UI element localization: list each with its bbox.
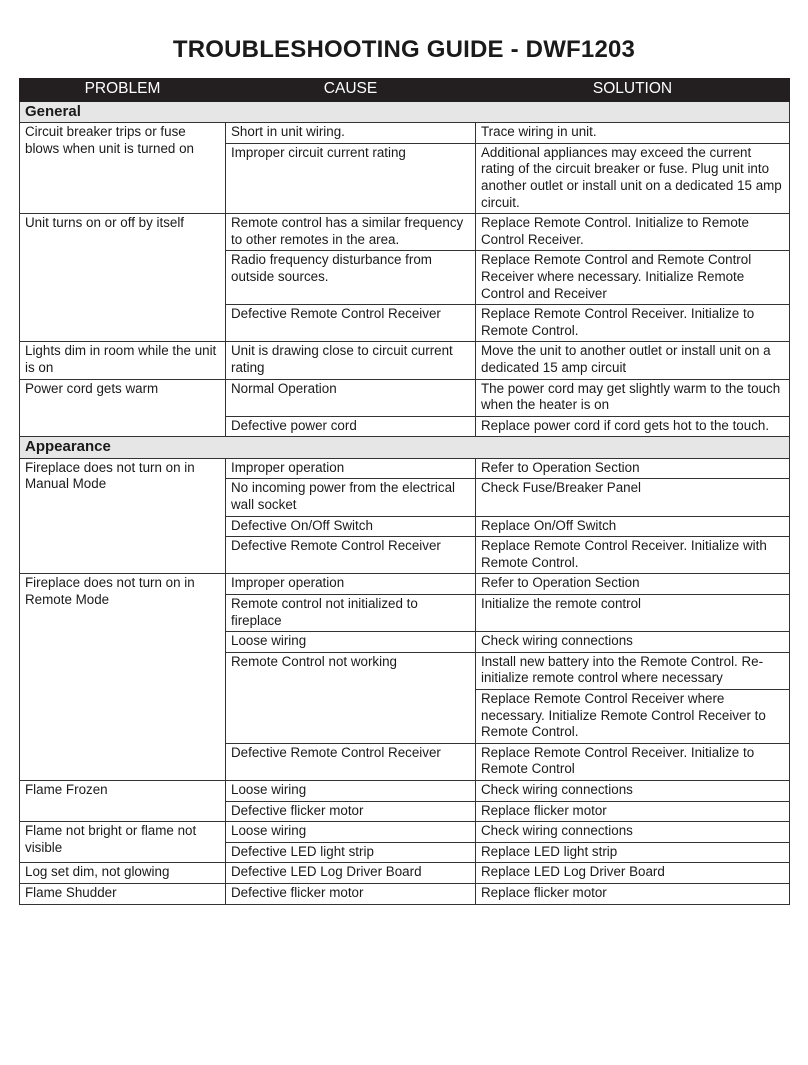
solution-cell: The power cord may get slightly warm to the touch when the heater is on: [476, 379, 790, 416]
solution-cell: Initialize the remote control: [476, 595, 790, 632]
solution-cell: Check Fuse/Breaker Panel: [476, 479, 790, 516]
section-row: [20, 437, 790, 459]
cause-cell: Defective LED light strip: [226, 842, 476, 863]
solution-cell: Trace wiring in unit.: [476, 123, 790, 144]
solution-cell: Replace Remote Control Receiver. Initialize to Remote Control.: [476, 305, 790, 342]
table-body: [20, 101, 790, 904]
solution-cell: Check wiring connections: [476, 780, 790, 801]
cause-cell: Remote control has a similar frequency to other remotes in the area.: [226, 214, 476, 251]
cause-cell: Defective flicker motor: [226, 801, 476, 822]
column-header-cause: CAUSE: [226, 79, 476, 102]
table-row: [20, 574, 790, 595]
solution-cell: Refer to Operation Section: [476, 458, 790, 479]
cause-cell: Short in unit wiring.: [226, 123, 476, 144]
table-row: [20, 123, 790, 144]
solution-cell: Replace flicker motor: [476, 801, 790, 822]
table-row: [20, 780, 790, 801]
problem-cell: Log set dim, not glowing: [20, 863, 226, 884]
cause-cell: Defective flicker motor: [226, 883, 476, 904]
cause-cell: Defective Remote Control Receiver: [226, 743, 476, 780]
table-row: [20, 458, 790, 479]
cause-cell: Defective Remote Control Receiver: [226, 305, 476, 342]
table-row: [20, 863, 790, 884]
table-header: [20, 79, 790, 102]
section-heading: Appearance: [20, 437, 790, 459]
cause-cell: Remote control not initialized to fireplace: [226, 595, 476, 632]
section-heading: General: [20, 101, 790, 123]
cause-cell: Unit is drawing close to circuit current rating: [226, 342, 476, 379]
solution-cell: Check wiring connections: [476, 632, 790, 653]
problem-cell: Flame not bright or flame not visible: [20, 822, 226, 863]
solution-cell: Check wiring connections: [476, 822, 790, 843]
column-header-solution: SOLUTION: [476, 79, 790, 102]
solution-cell: Move the unit to another outlet or install unit on a dedicated 15 amp circuit: [476, 342, 790, 379]
solution-cell: Replace Remote Control Receiver. Initialize with Remote Control.: [476, 537, 790, 574]
problem-cell: Fireplace does not turn on in Remote Mode: [20, 574, 226, 781]
section-row: [20, 101, 790, 123]
table-row: [20, 883, 790, 904]
problem-cell: Fireplace does not turn on in Manual Mode: [20, 458, 226, 574]
table-row: [20, 214, 790, 251]
problem-cell: Flame Frozen: [20, 780, 226, 821]
solution-cell: Replace Remote Control Receiver. Initialize to Remote Control: [476, 743, 790, 780]
solution-cell: Refer to Operation Section: [476, 574, 790, 595]
cause-cell: Radio frequency disturbance from outside sources.: [226, 251, 476, 305]
header-row: [20, 79, 790, 102]
cause-cell: Improper operation: [226, 574, 476, 595]
solution-cell: Replace On/Off Switch: [476, 516, 790, 537]
cause-cell: Normal Operation: [226, 379, 476, 416]
problem-cell: Unit turns on or off by itself: [20, 214, 226, 342]
problem-cell: Circuit breaker trips or fuse blows when unit is turned on: [20, 123, 226, 214]
cause-cell: Loose wiring: [226, 822, 476, 843]
cause-cell: Defective LED Log Driver Board: [226, 863, 476, 884]
cause-cell: Defective On/Off Switch: [226, 516, 476, 537]
solution-cell: Replace power cord if cord gets hot to the touch.: [476, 416, 790, 437]
problem-cell: Lights dim in room while the unit is on: [20, 342, 226, 379]
solution-cell: Install new battery into the Remote Control. Re-initialize remote control where necessary: [476, 652, 790, 689]
problem-cell: Power cord gets warm: [20, 379, 226, 437]
solution-cell: Replace flicker motor: [476, 883, 790, 904]
cause-cell: Loose wiring: [226, 632, 476, 653]
table-row: [20, 822, 790, 843]
solution-cell: Replace Remote Control Receiver where necessary. Initialize Remote Control Receiver to Remote Control.: [476, 690, 790, 744]
cause-cell: Improper circuit current rating: [226, 143, 476, 213]
cause-cell: Defective Remote Control Receiver: [226, 537, 476, 574]
table-row: [20, 342, 790, 379]
solution-cell: Replace Remote Control and Remote Control Receiver where necessary. Initialize Remote Control and Receiver: [476, 251, 790, 305]
cause-cell: Improper operation: [226, 458, 476, 479]
solution-cell: Additional appliances may exceed the current rating of the circuit breaker or fuse. Plug unit into another outlet or install unit on a dedicated 15 amp circuit.: [476, 143, 790, 213]
troubleshooting-table: [19, 78, 790, 905]
solution-cell: Replace Remote Control. Initialize to Remote Control Receiver.: [476, 214, 790, 251]
cause-cell: Loose wiring: [226, 780, 476, 801]
cause-cell: No incoming power from the electrical wall socket: [226, 479, 476, 516]
column-header-problem: PROBLEM: [20, 79, 226, 102]
solution-cell: Replace LED Log Driver Board: [476, 863, 790, 884]
page-title: TROUBLESHOOTING GUIDE - DWF1203: [172, 36, 636, 63]
table-row: [20, 379, 790, 416]
cause-cell: Defective power cord: [226, 416, 476, 437]
solution-cell: Replace LED light strip: [476, 842, 790, 863]
cause-cell: Remote Control not working: [226, 652, 476, 743]
problem-cell: Flame Shudder: [20, 883, 226, 904]
